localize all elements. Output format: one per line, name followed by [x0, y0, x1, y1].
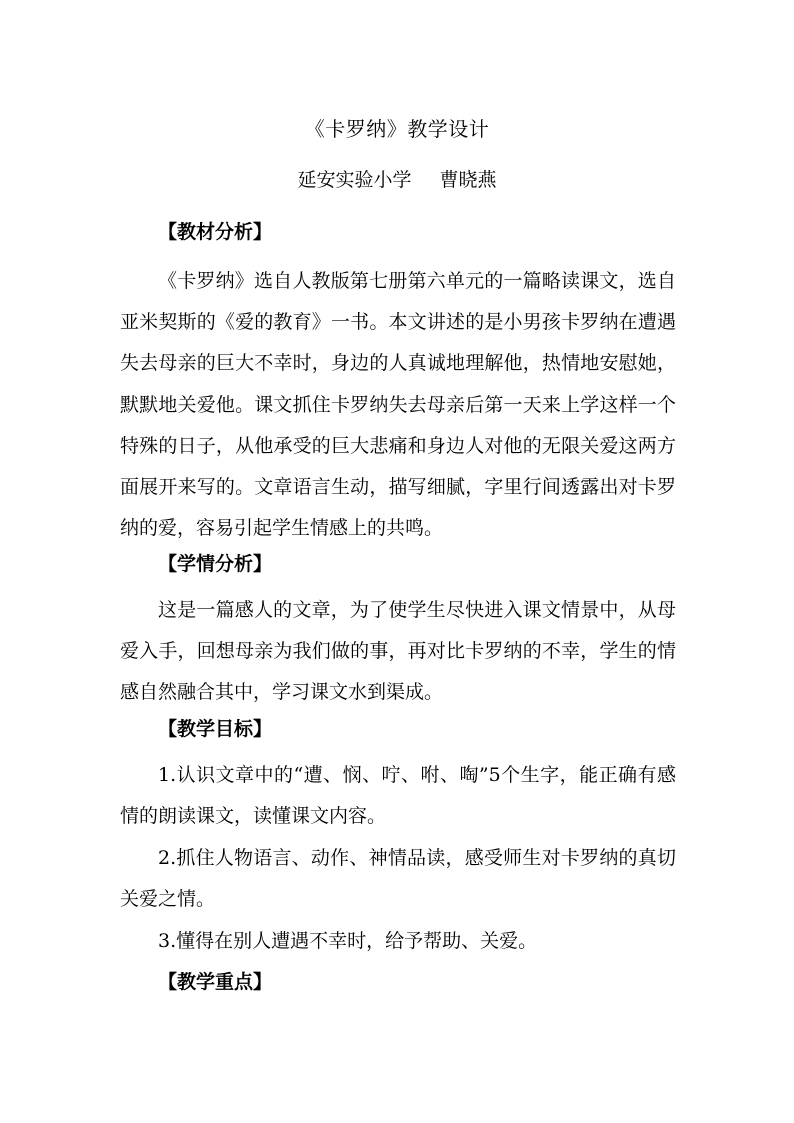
section-paragraph-textbook-analysis: 《卡罗纳》选自人教版第七册第六单元的一篇略读课文，选自亚米契斯的《爱的教育》一书。本文讲述的是小男孩卡罗纳在遭遇失去母亲的巨大不幸时，身边的人真诚地理解他，热情地安慰她，默默地关爱他。课文抓住卡罗纳失去母亲后第一天来上学这样一个特殊的日子，从他承受的巨大悲痛和身边人对他的无限关爱这两方面展开来写的。文章语言生动，描写细腻，字里行间透露出对卡罗纳的爱，容易引起学生情感上的共鸣。	[120, 270, 676, 540]
section-heading-teaching-focus: 【教学重点】	[158, 971, 273, 993]
section-heading-textbook-analysis: 【教材分析】	[158, 221, 273, 243]
school-name: 延安实验小学	[297, 169, 412, 191]
author-name: 曹晓燕	[439, 169, 497, 191]
section-heading-teaching-goals: 【教学目标】	[158, 718, 273, 740]
document-title: 《卡罗纳》教学设计	[304, 117, 490, 141]
author-line	[0, 166, 794, 194]
section-paragraph-student-analysis: 这是一篇感人的文章，为了使学生尽快进入课文情景中，从母爱入手，回想母亲为我们做的事，再对比卡罗纳的不幸，学生的情感自然融合其中，学习课文水到渠成。	[120, 599, 676, 704]
section-heading-student-analysis: 【学情分析】	[158, 553, 273, 575]
goal-item-2: 2.抓住人物语言、动作、神情品读，感受师生对卡罗纳的真切关爱之情。	[120, 847, 676, 911]
goal-item-1: 1.认识文章中的“遭、悯、咛、咐、啕”5个生字，能正确有感情的朗读课文，读懂课文内容。	[120, 764, 676, 828]
goal-item-3: 3.懂得在别人遭遇不幸时，给予帮助、关爱。	[158, 930, 538, 952]
